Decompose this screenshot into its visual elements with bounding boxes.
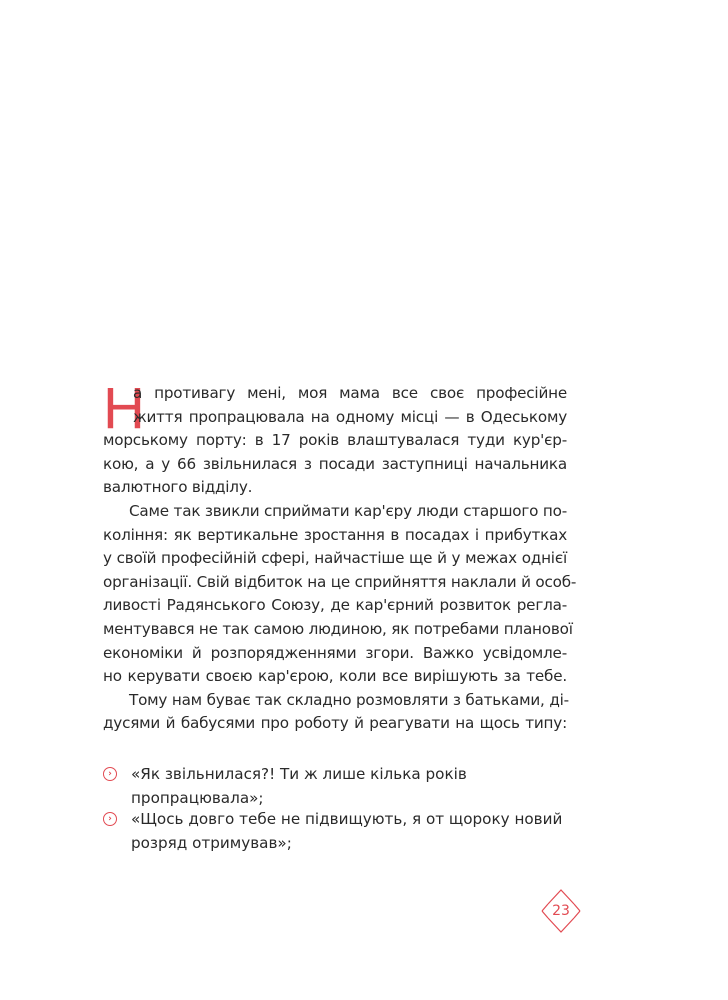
paragraph-3 — [103, 689, 567, 736]
bullet-item — [103, 763, 573, 810]
text-line: у своїй професійній сфері, найчастіше ще й у межах однієї — [103, 549, 567, 568]
text-line: коління: як вертикальне зростання в посадах і прибутках — [103, 525, 567, 544]
bullet-item — [103, 808, 573, 855]
bullet-text: розряд отримував»; — [131, 833, 292, 852]
page-number-text: 23 — [552, 903, 570, 919]
drop-cap: Н — [103, 376, 145, 441]
text-line: дусями й бабусями про роботу й реагувати на щось типу: — [103, 714, 567, 733]
bullet-text: «Щось довго тебе не підвищують, я от щороку новий — [131, 810, 563, 828]
text-line: ливості Радянського Союзу, де кар'єрний розвиток регла- — [103, 596, 567, 615]
text-line: Саме так звикли сприймати кар'єру люди старшого по- — [129, 501, 567, 520]
text-line: но керувати своєю кар'єрою, коли все вирішують за тебе. — [103, 667, 567, 686]
text-line: організації. Свій відбиток на це сприйняття наклали й особ- — [103, 572, 577, 591]
text-line: кою, а у 66 звільнилася з посади заступниці начальника — [103, 454, 567, 473]
chevron-circle-icon: › — [103, 812, 117, 826]
paragraph-2 — [103, 500, 577, 689]
text-line: економіки й розпорядженнями згори. Важко усвідомле- — [103, 643, 567, 662]
page-number — [538, 888, 584, 934]
text-line: Тому нам буває так складно розмовляти з батьками, ді- — [129, 690, 569, 709]
text-line: валютного відділу. — [103, 478, 253, 497]
text-line: життя пропрацювала на одному місці — в Одеському — [133, 407, 567, 426]
text-line: морському порту: в 17 років влаштувалася туди кур'єр- — [103, 431, 567, 450]
body-text — [103, 376, 577, 736]
chevron-circle-icon: › — [103, 767, 117, 781]
text-line: ментувався не так самою людиною, як потребами планової — [103, 619, 573, 638]
bullet-text: «Як звільнилася?! Ти ж лише кілька років пропрацювала»; — [131, 765, 467, 807]
text-line: а противагу мені, моя мама все своє професійне — [133, 384, 567, 402]
paragraph-1 — [103, 376, 567, 500]
